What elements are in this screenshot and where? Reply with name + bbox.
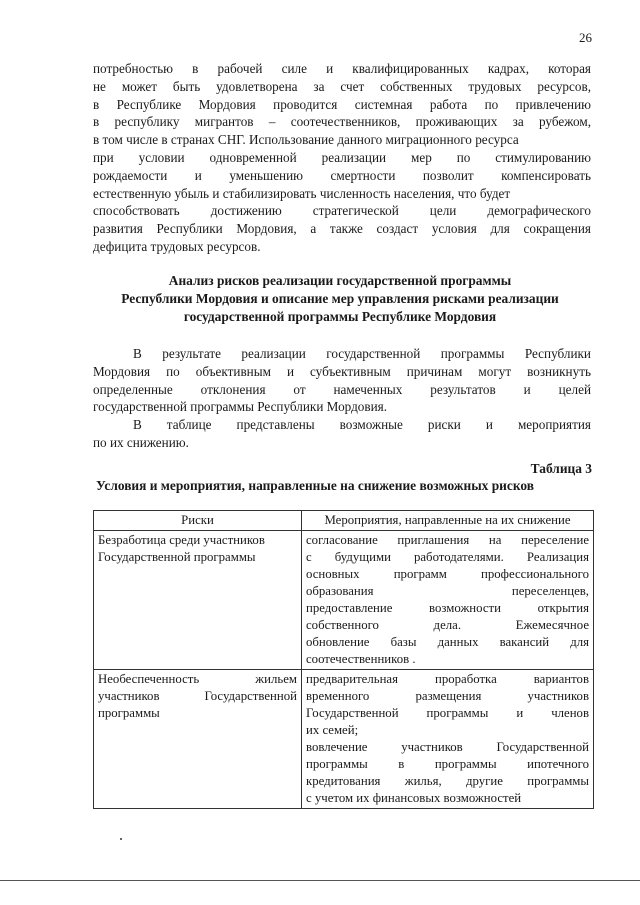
risk-cell	[94, 670, 302, 809]
text-line: Мордовия по объективным и субъективным причинам могут возникнуть	[93, 363, 591, 379]
cell-line: собственного дела. Ежемесячное	[306, 618, 589, 632]
table-row	[94, 670, 594, 809]
text-line: потребностью в рабочей силе и квалифицированных кадрах, которая	[93, 61, 591, 76]
text-line: определенные отклонения от намеченных результатов и целей	[93, 381, 591, 397]
cell-line: Необеспеченность жильем	[98, 672, 297, 686]
footer-rule	[0, 880, 640, 881]
cell-line: их семей;	[306, 723, 359, 737]
text-line: способствовать достижению стратегической цели демографического	[93, 203, 591, 219]
intro-paragraph	[93, 60, 591, 256]
cell-line: предоставление возможности открытия	[306, 601, 589, 615]
cell-line: кредитования жилья, другие программы	[306, 774, 589, 788]
measure-cell	[302, 670, 594, 809]
heading-line: государственной программы Республике Мордовия	[183, 309, 497, 324]
text-line: В результате реализации государственной программы Республики	[133, 346, 591, 361]
text-line: рождаемости и уменьшению смертности позволит компенсировать	[93, 167, 591, 183]
cell-line: основных программ профессионального	[306, 567, 589, 581]
header-risks: Риски	[94, 511, 302, 531]
cell-line: участников Государственной	[98, 689, 297, 703]
section-heading	[80, 272, 600, 326]
cell-line: предварительная проработка вариантов	[306, 672, 589, 686]
text-line: в Республике Мордовия проводится системная работа по привлечению	[93, 96, 591, 112]
text-line: В таблице представлены возможные риски и мероприятия	[133, 417, 591, 432]
text-line: в том числе в странах СНГ. Использование данного миграционного ресурса	[93, 132, 519, 148]
header-measures: Мероприятия, направленные на их снижение	[302, 511, 594, 531]
cell-line: обновление базы данных вакансий для	[306, 635, 589, 649]
text-line: государственной программы Республики Мордовия.	[93, 399, 388, 415]
cell-line: соотечественников .	[306, 652, 416, 666]
cell-line: с учетом их финансовых возможностей	[306, 791, 522, 805]
cell-line: программы	[98, 706, 160, 720]
cell-line: Государственной программы и членов	[306, 706, 589, 720]
cell-line: с будущими работодателями. Реализация	[306, 550, 589, 564]
table-row	[94, 531, 594, 670]
text-line: при условии одновременной реализации мер по стимулированию	[93, 149, 591, 165]
measure-cell	[302, 531, 594, 670]
cell-line: временного размещения участников	[306, 689, 589, 703]
heading-line: Анализ рисков реализации государственной программы	[168, 273, 512, 288]
cell-line: Безработица среди участников	[98, 533, 265, 547]
page-number: 26	[579, 30, 592, 45]
table-label: Таблица 3	[530, 461, 592, 476]
table-intro-paragraph	[93, 416, 591, 452]
risks-table	[93, 510, 594, 809]
results-paragraph	[93, 345, 591, 416]
text-line: по их снижению.	[93, 434, 189, 450]
cell-line: образования переселенцев,	[306, 584, 589, 598]
text-line: в республику мигрантов – соотечественников, проживающих за рубежом,	[93, 114, 591, 130]
cell-line: программы в программы ипотечного	[306, 757, 589, 771]
scan-speck	[120, 838, 122, 840]
table-header-row	[94, 511, 594, 531]
text-line: не может быть удовлетворена за счет собственных трудовых ресурсов,	[93, 78, 591, 94]
heading-line: Республики Мордовия и описание мер управления рисками реализации	[121, 291, 559, 306]
text-line: дефицита трудовых ресурсов.	[93, 238, 261, 254]
risk-cell	[94, 531, 302, 670]
text-line: естественную убыль и стабилизировать численность населения, что будет	[93, 185, 511, 201]
table-caption: Условия и мероприятия, направленные на снижение возможных рисков	[96, 478, 534, 493]
cell-line: вовлечение участников Государственной	[306, 740, 589, 754]
cell-line: Государственной программы	[98, 550, 256, 564]
text-line: развития Республики Мордовия, а также создаст условия для сокращения	[93, 221, 591, 237]
cell-line: согласование приглашения на переселение	[306, 533, 589, 547]
